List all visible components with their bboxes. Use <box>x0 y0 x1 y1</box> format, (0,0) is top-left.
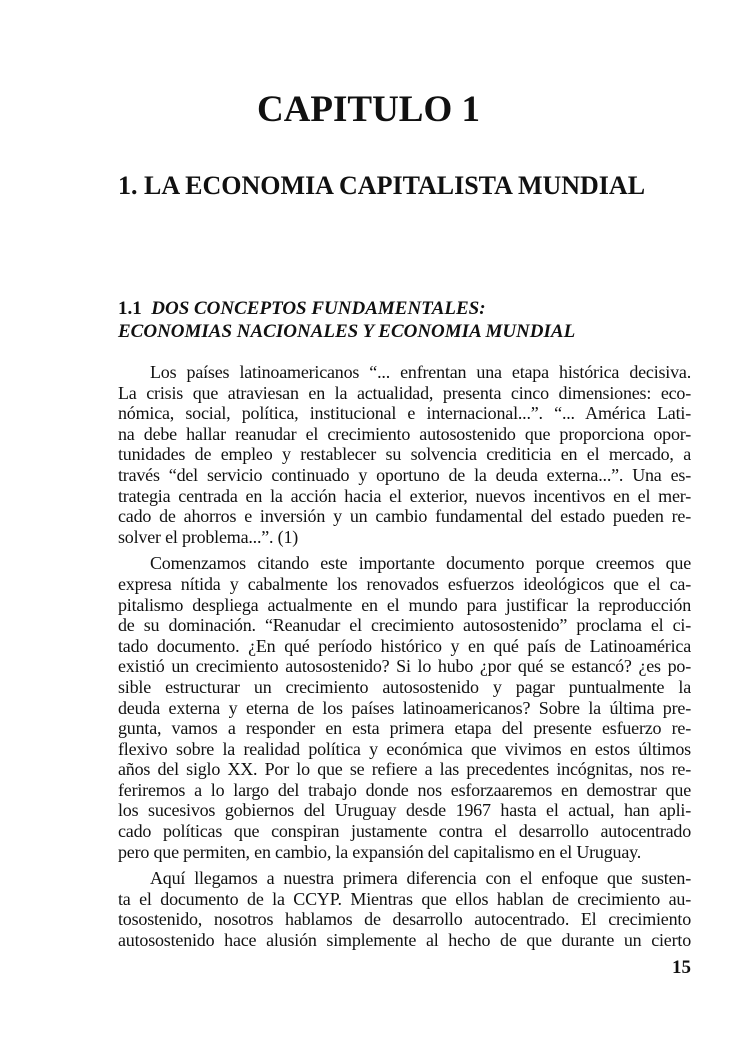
paragraph-1 <box>118 362 691 547</box>
text-line: solver el problema...”. (1) <box>118 526 299 547</box>
text-line: nómica, social, política, institucional e internacional...”. “... América Lati- <box>118 403 691 424</box>
body-text <box>118 362 691 979</box>
text-line: La crisis que atraviesan en la actualidad, presenta cinco dimensiones: eco- <box>118 382 691 403</box>
text-line: tado documento. ¿En qué período histórico y en qué país de Latinoamérica <box>118 635 691 656</box>
text-line: cado de ahorros e inversión y un cambio fundamental del estado pueden re- <box>118 506 691 527</box>
text-line: autosostenido hace alusión simplemente al hecho de que durante un cierto <box>118 930 691 951</box>
text-line: trategia centrada en la acción hacia el exterior, nuevos incentivos en el mer- <box>118 485 691 506</box>
text-line: feriremos a lo largo del trabajo donde nos esforzaaremos en demostrar que <box>118 779 691 800</box>
text-line: Aquí llegamos a nuestra primera diferencia con el enfoque que susten- <box>150 868 691 889</box>
subsection-title-line1: DOS CONCEPTOS FUNDAMENTALES: <box>151 298 486 319</box>
text-line: gunta, vamos a responder en esta primera etapa del presente esfuerzo re- <box>118 718 691 739</box>
paragraph-3 <box>118 868 691 950</box>
text-line: tunidades de empleo y restablecer su solvencia crediticia en el mercado, a <box>118 444 691 465</box>
text-line: años del siglo XX. Por lo que se refiere a las precedentes incógnitas, nos re- <box>118 759 691 780</box>
text-line: través “del servicio continuado y oportuno de la deuda externa...”. Una es- <box>118 464 691 485</box>
text-line: tosostenido, nosotros hablamos de desarrollo autocentrado. El crecimiento <box>118 909 691 930</box>
text-line: na debe hallar reanudar el crecimiento autosostenido que proporciona opor- <box>118 423 691 444</box>
text-line: los sucesivos gobiernos del Uruguay desde 1967 hasta el actual, han apli- <box>118 800 691 821</box>
text-line: pero que permiten, en cambio, la expansión del capitalismo en el Uruguay. <box>118 841 642 862</box>
text-line: deuda externa y eterna de los países latinoamericanos? Sobre la última pre- <box>118 697 691 718</box>
text-line: cado políticas que conspiran justamente contra el desarrollo autocentrado <box>118 821 691 842</box>
text-line: ta el documento de la CCYP. Mientras que ellos hablan de crecimiento au- <box>118 888 691 909</box>
paragraph-2 <box>118 553 691 862</box>
subsection-heading-line2 <box>118 321 575 343</box>
chapter-title: CAPITULO 1 <box>256 89 481 130</box>
subsection-heading-line1 <box>118 298 486 320</box>
subsection-title-line2: ECONOMIAS NACIONALES Y ECONOMIA MUNDIAL <box>118 321 576 342</box>
subsection-number: 1.1 <box>118 298 142 319</box>
text-line: sible estructurar un crecimiento autosostenido y pagar puntualmente la <box>118 676 691 697</box>
section-title: 1. LA ECONOMIA CAPITALISTA MUNDIAL <box>118 171 646 200</box>
text-line: pitalismo despliega actualmente en el mundo para justificar la reproducción <box>118 594 691 615</box>
text-line: expresa nítida y cabalmente los renovados esfuerzos ideológicos que el ca- <box>118 573 691 594</box>
page-number: 15 <box>672 956 691 978</box>
text-line: Los países latinoamericanos “... enfrentan una etapa histórica decisiva. <box>150 362 691 382</box>
text-line: existió un crecimiento autosostenido? Si lo hubo ¿por qué se estancó? ¿es po- <box>118 656 691 677</box>
text-line: de su dominación. “Reanudar el crecimiento autosostenido” proclama el ci- <box>118 615 691 636</box>
text-line: flexivo sobre la realidad política y económica que vivimos en estos últimos <box>118 738 691 759</box>
text-line: Comenzamos citando este importante documento porque creemos que <box>150 553 691 574</box>
